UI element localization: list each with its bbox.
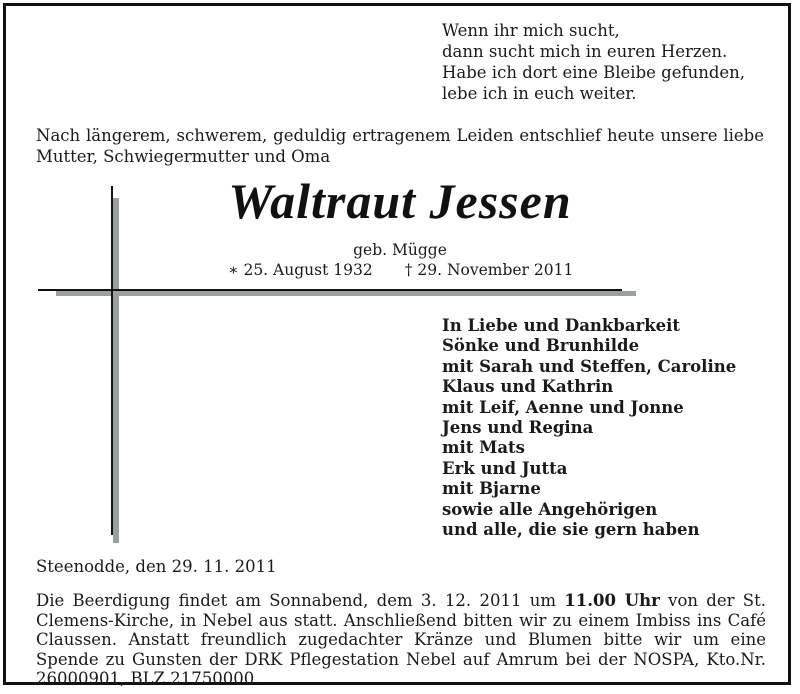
mourner-line: Sönke und Brunhilde — [442, 336, 640, 356]
poem-line: Habe ich dort eine Bleibe gefunden, — [442, 63, 746, 82]
life-dates — [228, 261, 573, 279]
funeral-time: 11.00 Uhr — [564, 591, 660, 610]
cross-vertical-line — [111, 186, 113, 535]
birth-date: ∗ 25. August 1932 — [228, 261, 373, 279]
mourners-list — [442, 316, 736, 540]
mourner-line: Erk und Jutta — [442, 458, 568, 478]
deceased-name: Waltraut Jessen — [228, 173, 572, 229]
mourner-line: Klaus und Kathrin — [442, 377, 614, 397]
poem — [442, 20, 745, 104]
place-date: Steenodde, den 29. 11. 2011 — [36, 557, 277, 576]
funeral-text-end: von der St. Clemens-Kirche, in Nebel aus statt. Anschließend bitten wir zu einem Imbiss ins Café Claussen. Anstatt freundlich zugedachter Kränze und Blumen bitte wir um eine Spende zu Gunsten der DRK Pflegestation Nebel auf Amrum bei der NOSPA, Kto.Nr. 26000901, BLZ 21750000. — [36, 591, 766, 689]
cross-horizontal-shadow — [56, 291, 636, 296]
mourner-line: mit Bjarne — [442, 479, 541, 499]
mourner-line: und alle, die sie gern haben — [442, 520, 700, 540]
poem-line: dann sucht mich in euren Herzen. — [442, 42, 728, 61]
intro-text: Nach längerem, schwerem, geduldig ertragenem Leiden entschlief heute unsere liebe Mutter, Schwiegermutter und Oma — [36, 126, 764, 166]
mourner-line: In Liebe und Dankbarkeit — [442, 316, 681, 335]
mourner-line: sowie alle Angehörigen — [442, 499, 658, 519]
poem-line: lebe ich in euch weiter. — [442, 84, 637, 103]
funeral-text-start: Die Beerdigung findet am Sonnabend, dem 3. 12. 2011 um — [36, 591, 565, 610]
mourner-line: Jens und Regina — [442, 418, 594, 438]
poem-line: Wenn ihr mich sucht, — [442, 21, 620, 40]
cross-horizontal-line — [38, 289, 622, 291]
mourner-line: mit Sarah und Steffen, Caroline — [442, 356, 737, 376]
mourner-line: mit Mats — [442, 438, 525, 458]
mourner-line: mit Leif, Aenne und Jonne — [442, 397, 684, 417]
funeral-notice — [36, 591, 766, 689]
death-date: † 29. November 2011 — [404, 261, 574, 279]
birth-name: geb. Mügge — [353, 241, 447, 259]
